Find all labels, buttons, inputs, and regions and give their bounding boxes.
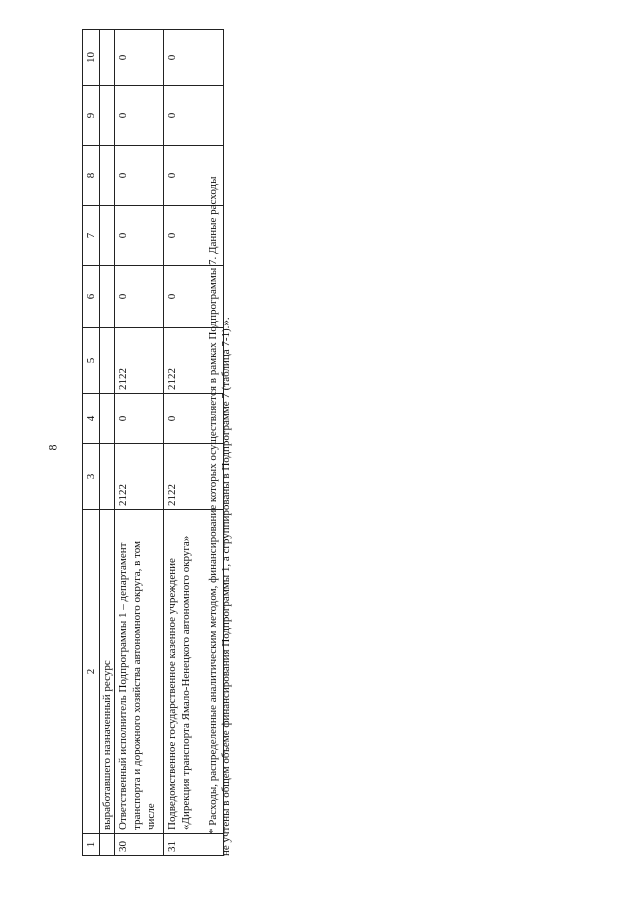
table-cell xyxy=(100,834,115,856)
value-cell: 2122 xyxy=(164,328,224,394)
table-cell xyxy=(100,30,115,86)
value-cell: 0 xyxy=(164,206,224,266)
value-cell: 0 xyxy=(164,146,224,206)
table-header-row xyxy=(83,30,100,856)
header-cell: 2 xyxy=(83,510,100,834)
header-cell: 4 xyxy=(83,394,100,444)
value-cell: 0 xyxy=(115,146,164,206)
row-name: Подведомственное государственное казенное учреждение «Дирекция транспорта Ямало-Ненецкого автономного округа» xyxy=(164,510,224,834)
value-cell: 0 xyxy=(164,394,224,444)
row-name: Ответственный исполнитель Подпрограммы 1 – департамент транспорта и дорожного хозяйства автономного округа, в том числе xyxy=(115,510,164,834)
table-cell xyxy=(100,206,115,266)
continuation-text: выработавшего назначенный ресурс xyxy=(100,510,115,834)
table-cell xyxy=(100,146,115,206)
value-cell: 0 xyxy=(115,266,164,328)
table-cell xyxy=(100,328,115,394)
footnote xyxy=(207,30,233,856)
row-number: 31 xyxy=(164,834,224,856)
header-cell: 10 xyxy=(83,30,100,86)
row-number: 30 xyxy=(115,834,164,856)
header-cell: 5 xyxy=(83,328,100,394)
header-cell: 7 xyxy=(83,206,100,266)
continuation-row xyxy=(100,30,115,856)
value-cell: 0 xyxy=(115,30,164,86)
value-cell: 0 xyxy=(115,206,164,266)
table-row-30 xyxy=(115,30,164,856)
page-number: 8 xyxy=(45,444,60,451)
value-cell: 2122 xyxy=(115,328,164,394)
header-cell: 3 xyxy=(83,444,100,510)
financing-table xyxy=(82,29,224,856)
rotated-page-content xyxy=(82,30,232,856)
value-cell: 0 xyxy=(115,86,164,146)
value-cell: 0 xyxy=(115,394,164,444)
header-cell: 9 xyxy=(83,86,100,146)
value-cell: 2122 xyxy=(164,444,224,510)
table-cell xyxy=(100,86,115,146)
value-cell: 2122 xyxy=(115,444,164,510)
table-cell xyxy=(100,444,115,510)
header-cell: 8 xyxy=(83,146,100,206)
value-cell: 0 xyxy=(164,86,224,146)
footnote-line-2: не учтены в общем объеме финансирования Подпрограммы 1, а сгруппированы в Подпрограмме 7 (таблица 7-1).». xyxy=(220,317,232,856)
value-cell: 0 xyxy=(164,30,224,86)
header-cell: 6 xyxy=(83,266,100,328)
value-cell: 0 xyxy=(164,266,224,328)
footnote-line-1: * Расходы, распределенные аналитическим методом, финансирование которых осуществляется в рамках Подпрограммы 7. Данные расходы xyxy=(207,176,219,834)
table-cell xyxy=(100,394,115,444)
header-cell: 1 xyxy=(83,834,100,856)
table-cell xyxy=(100,266,115,328)
